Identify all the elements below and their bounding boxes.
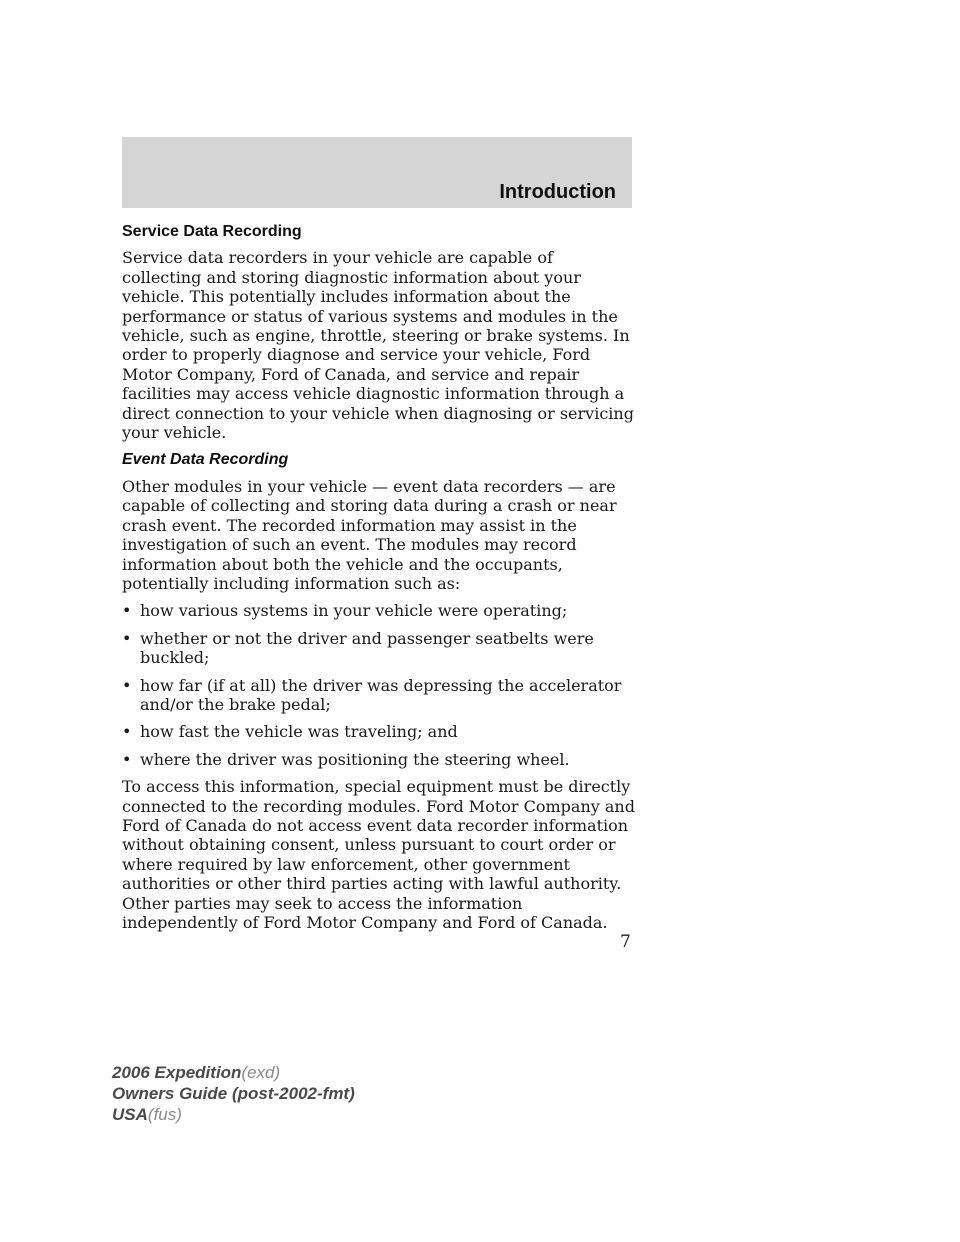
footer-vehicle-model: 2006 Expedition: [112, 1063, 242, 1082]
list-item-text: how fast the vehicle was traveling; and: [140, 722, 458, 742]
list-item: [122, 750, 637, 769]
footer-line-1: [112, 1062, 355, 1083]
section-title: Introduction: [499, 181, 616, 203]
event-data-intro: Other modules in your vehicle — event data recorders — are capable of collecting and storing data during a crash or near crash event. The recorded information may assist in the investigation of such an event. The modules may record information about both the vehicle and the occupants, potentially including information such as:: [122, 476, 617, 593]
event-data-bullet-list: [122, 601, 637, 769]
page-content: [122, 222, 637, 940]
list-item-text: how various systems in your vehicle were operating;: [140, 601, 568, 621]
list-item: [122, 629, 637, 668]
footer-line-3: [112, 1104, 355, 1125]
bullet-icon: •: [122, 601, 132, 621]
service-data-paragraph: Service data recorders in your vehicle are capable of collecting and storing diagnostic information about your vehicle. This potentially includes information about the performance or status of various systems and modules in the vehicle, such as engine, throttle, steering or brake systems. In order to properly diagnose and service your vehicle, Ford Motor Company, Ford of Canada, and service and repair facilities may access vehicle diagnostic information through a direct connection to your vehicle when diagnosing or servicing your vehicle.: [122, 248, 634, 443]
list-item-text: how far (if at all) the driver was depressing the accelerator and/or the brake pedal;: [140, 675, 622, 714]
list-item-text: where the driver was positioning the steering wheel.: [140, 749, 570, 769]
service-data-heading: Service Data Recording: [122, 223, 302, 240]
footer-market-code: (fus): [147, 1105, 182, 1124]
footer-model-code: (exd): [241, 1063, 281, 1082]
page-number: 7: [620, 932, 631, 952]
bullet-icon: •: [122, 749, 132, 769]
event-data-closing-paragraph: To access this information, special equipment must be directly connected to the recording modules. Ford Motor Company and Ford of Canada do not access event data recorder information without obtaining consent, unless pursuant to court order or where required by law enforcement, other government authorities or other third parties acting with lawful authority. Other parties may seek to access the information independently of Ford Motor Company and Ford of Canada.: [122, 777, 635, 932]
list-item-text: whether or not the driver and passenger seatbelts were buckled;: [140, 628, 594, 668]
footer-guide-name: Owners Guide (post-2002-fmt): [112, 1084, 355, 1103]
event-data-heading: Event Data Recording: [122, 451, 289, 469]
footer-line-2: [112, 1083, 355, 1104]
bullet-icon: •: [122, 628, 132, 648]
list-item: [122, 601, 637, 620]
bullet-icon: •: [122, 675, 132, 695]
section-header-band: [122, 137, 632, 208]
list-item: [122, 676, 637, 715]
bullet-icon: •: [122, 722, 132, 742]
footer-market: USA: [112, 1105, 148, 1124]
list-item: [122, 722, 637, 741]
document-footer: [112, 1062, 355, 1125]
